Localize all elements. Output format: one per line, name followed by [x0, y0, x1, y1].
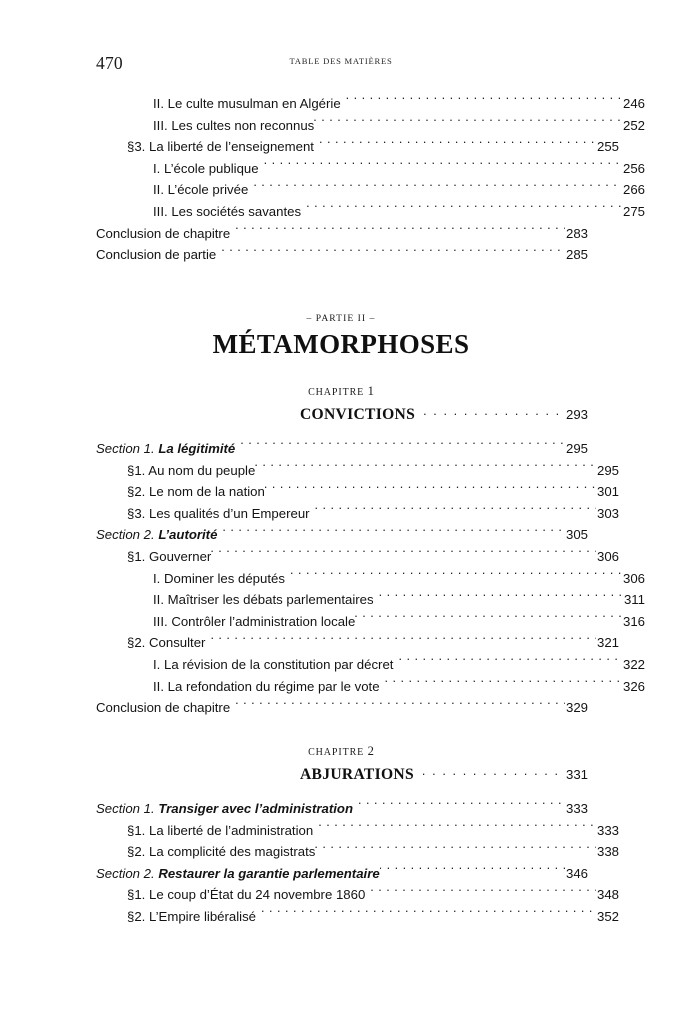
part-title-block [0, 313, 682, 360]
chapter-page-number: 293 [565, 407, 588, 422]
toc-entry[interactable] [96, 798, 588, 820]
section-number: Section 2. [96, 527, 159, 543]
toc-entry-label: §1. Le coup d’État du 24 novembre 1860 [127, 887, 366, 903]
dot-leader [264, 160, 622, 173]
toc-entry-section-label [96, 524, 217, 546]
toc-entry-page-number: 256 [622, 160, 645, 176]
toc-entry[interactable] [96, 611, 645, 633]
toc-entry-label: §2. L’Empire libéralisé [127, 908, 257, 924]
toc-entry[interactable] [96, 697, 588, 719]
section-title: La légitimité [158, 441, 236, 456]
toc-entry-page-number: 348 [596, 887, 619, 903]
toc-top-group [96, 93, 645, 266]
dot-leader [253, 181, 622, 194]
chapter-title: ABJURATIONS [300, 766, 414, 783]
toc-entry-page-number: 266 [622, 182, 645, 198]
toc-entry[interactable] [96, 481, 619, 503]
toc-entry[interactable] [96, 820, 619, 842]
chapter-kicker [0, 384, 682, 399]
toc-entry-page-number: 333 [596, 822, 619, 838]
section-number: Section 2. [96, 865, 159, 881]
toc-entry-label: §2. La complicité des magistrats [127, 844, 316, 860]
toc-entry[interactable] [96, 136, 619, 158]
toc-entry-page-number: 311 [623, 592, 645, 608]
toc-entry-label: III. Contrôler l’administration locale [153, 613, 356, 629]
toc-entry-page-number: 333 [565, 801, 588, 816]
toc-entry-label: Conclusion de chapitre [96, 225, 231, 241]
toc-entry-page-number: 316 [622, 613, 645, 629]
toc-entry[interactable] [96, 589, 645, 611]
dot-leader [315, 843, 596, 856]
chapter-title: CONVICTIONS [300, 406, 416, 423]
part-kicker: – PARTIE II – [306, 313, 376, 324]
toc-entry-page-number: 246 [622, 96, 645, 111]
chapter-kicker-word: CHAPITRE [308, 387, 368, 398]
toc-entry-page-number: 252 [622, 117, 645, 133]
toc-entry-page-number: 295 [565, 441, 588, 456]
toc-entry[interactable] [96, 93, 645, 115]
toc-entry-page-number: 283 [565, 225, 588, 241]
toc-entry-label: §1. Au nom du peuple [127, 462, 256, 478]
toc-entry-page-number: 346 [565, 865, 588, 881]
toc-entry-page-number: 338 [596, 844, 619, 860]
dot-leader [221, 246, 565, 259]
toc-entry-label: §2. Le nom de la nation [127, 484, 265, 500]
toc-entry[interactable] [96, 906, 619, 928]
toc-entry-page-number: 285 [565, 247, 588, 263]
toc-entry[interactable] [96, 223, 588, 245]
toc-entry-label: §3. La liberté de l’enseignement [127, 139, 314, 155]
toc-entry-page-number: 275 [622, 203, 645, 219]
dot-leader [315, 505, 596, 518]
toc-entry-page-number: 322 [622, 656, 645, 672]
running-head-title: TABLE DES MATIÈRES [289, 56, 393, 66]
toc-entry-label: I. La révision de la constitution par décret [153, 656, 394, 672]
toc-entry-section-label [96, 438, 235, 460]
toc-entry[interactable] [96, 654, 645, 676]
page-folio-number: 470 [96, 53, 123, 73]
dot-leader [265, 483, 596, 496]
dot-leader [211, 548, 596, 561]
dot-leader [255, 461, 596, 474]
dot-leader [314, 116, 622, 129]
toc-entry-page-number: 352 [596, 908, 619, 924]
part-title: MÉTAMORPHOSES [212, 329, 470, 359]
toc-entry-page-number: 303 [596, 505, 619, 521]
toc-entry[interactable] [96, 863, 588, 885]
chapter-kicker-number: 2 [367, 744, 374, 758]
toc-entry-page-number: 255 [596, 139, 619, 155]
chapter-entry-list [96, 798, 619, 928]
chapter-kicker [0, 744, 682, 759]
toc-entry[interactable] [96, 676, 645, 698]
dot-leader [379, 591, 623, 604]
dot-leader [370, 886, 596, 899]
toc-entry-page-number: 306 [596, 548, 619, 564]
toc-entry-page-number: 295 [596, 462, 619, 478]
toc-entry-page-number: 301 [596, 484, 619, 500]
dot-leader [398, 656, 622, 669]
toc-entry[interactable] [96, 546, 619, 568]
chapter-kicker-word: CHAPITRE [308, 747, 368, 758]
toc-entry-label: I. Dominer les députés [153, 570, 285, 586]
toc-entry[interactable] [96, 438, 588, 460]
dot-leader [346, 95, 622, 108]
toc-entry[interactable] [96, 884, 619, 906]
dot-leader [235, 224, 565, 237]
toc-entry-label: §1. Gouverner [127, 548, 212, 564]
toc-entry-page-number: 326 [622, 678, 645, 694]
toc-entry[interactable] [96, 632, 619, 654]
dot-leader [222, 526, 565, 539]
dot-leader [290, 569, 622, 582]
dot-leader [210, 634, 596, 647]
toc-entry-label: §2. Consulter [127, 635, 206, 651]
chapter-kicker-number: 1 [367, 384, 374, 398]
dot-leader [380, 865, 565, 878]
section-number: Section 1. [96, 801, 159, 816]
toc-entry-label: II. Maîtriser les débats parlementaires [153, 592, 374, 608]
chapter-entry-list [96, 438, 645, 719]
toc-entry[interactable] [96, 201, 645, 223]
dot-leader [235, 699, 565, 712]
dot-leader [318, 821, 596, 834]
toc-entry[interactable] [96, 244, 588, 266]
toc-entry-label: II. La refondation du régime par le vote [153, 678, 380, 694]
toc-entry-page-number: 329 [565, 700, 588, 716]
dot-leader [306, 203, 622, 216]
toc-entry[interactable] [96, 179, 645, 201]
toc-entry-label: III. Les cultes non reconnus [153, 117, 315, 133]
toc-entry-page-number: 321 [596, 635, 619, 651]
section-number: Section 1. [96, 441, 159, 456]
toc-entry-label: §1. La liberté de l’administration [127, 822, 314, 838]
section-title: L’autorité [158, 527, 218, 543]
toc-entry-page-number: 305 [565, 527, 588, 543]
dot-leader [385, 677, 622, 690]
running-head [0, 52, 682, 74]
dot-leader [240, 440, 565, 453]
toc-entry[interactable] [96, 158, 645, 180]
toc-entry[interactable] [96, 503, 619, 525]
chapter-title-entry[interactable] [300, 403, 588, 424]
toc-entry-label: I. L’école publique [153, 160, 259, 176]
toc-entry-label: §3. Les qualités d’un Empereur [127, 505, 310, 521]
toc-entry-label: Conclusion de chapitre [96, 700, 231, 716]
section-title: Restaurer la garantie parlementaire [158, 865, 380, 881]
toc-entry[interactable] [96, 524, 588, 546]
toc-entry[interactable] [96, 115, 645, 137]
toc-entry-page-number: 306 [622, 570, 645, 586]
toc-entry-label: III. Les sociétés savantes [153, 203, 302, 219]
chapter-title-entry[interactable] [300, 763, 588, 784]
toc-entry-section-label [96, 863, 380, 885]
chapter-page-number: 331 [565, 767, 588, 782]
toc-entry[interactable] [96, 841, 619, 863]
toc-entry-label: II. L’école privée [153, 182, 249, 198]
toc-entry[interactable] [96, 568, 645, 590]
dot-leader [261, 908, 596, 921]
toc-entry[interactable] [96, 460, 619, 482]
dot-leader [355, 613, 622, 626]
dot-leader [358, 800, 565, 813]
toc-entry-label: II. Le culte musulman en Algérie [153, 96, 341, 111]
toc-entry-label: Conclusion de partie [96, 247, 217, 263]
dot-leader [319, 138, 596, 151]
section-title: Transiger avec l’administration [158, 801, 354, 816]
dot-leader [423, 403, 565, 419]
toc-entry-section-label [96, 798, 353, 820]
dot-leader [422, 763, 565, 779]
